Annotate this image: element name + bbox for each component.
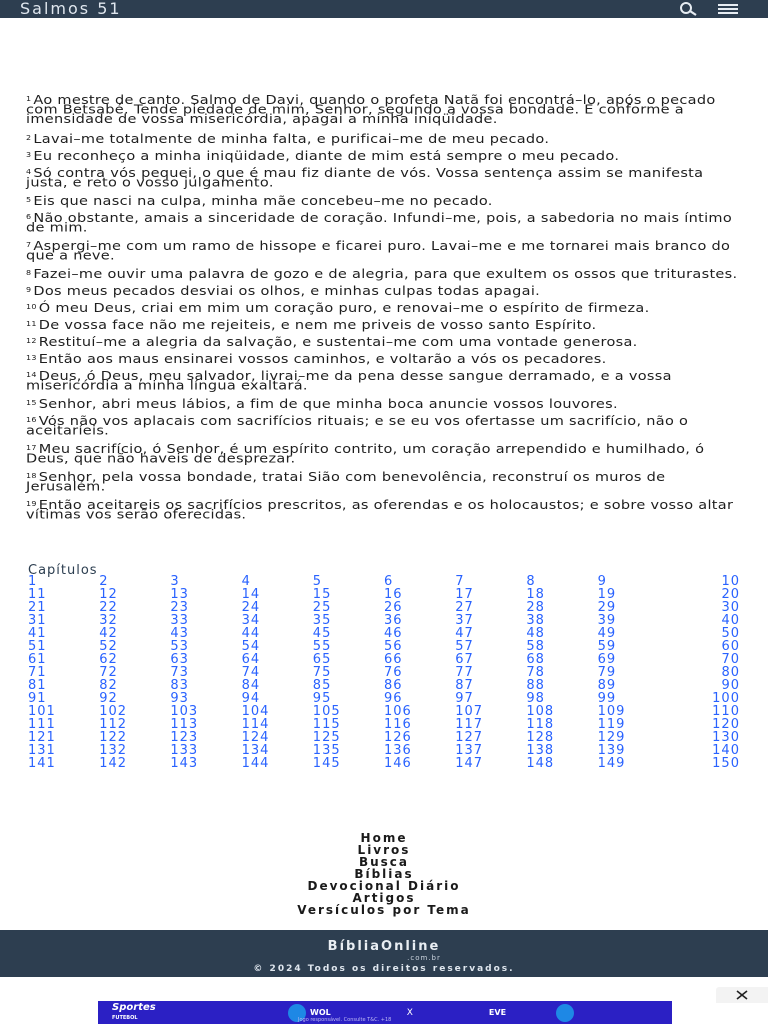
footer-copyright: © 2024 Todos os direitos reservados.	[253, 964, 515, 974]
chapter-link-3[interactable]: 3	[170, 574, 180, 589]
chapter-link-18[interactable]: 18	[526, 587, 545, 602]
chapter-link-37[interactable]: 37	[455, 613, 474, 628]
chapter-link-67[interactable]: 67	[455, 652, 474, 667]
verse	[26, 285, 742, 297]
chapter-link-91[interactable]: 91	[28, 691, 47, 706]
chapter-link-118[interactable]: 118	[526, 717, 555, 732]
chapter-link-52[interactable]: 52	[99, 639, 118, 654]
footer-link-bíblias[interactable]: Bíblias	[354, 867, 414, 881]
verse-text: Vós não vos aplacais com sacrifícios rituais; e se eu vos ofertasse um sacrifício, não o aceitaríeis.	[26, 415, 689, 438]
chapter-link-101[interactable]: 101	[28, 704, 56, 719]
chapter-link-74[interactable]: 74	[241, 665, 261, 680]
chapter-link-104[interactable]: 104	[241, 704, 270, 719]
ad-vs: X	[406, 1007, 413, 1018]
chapter-link-107[interactable]: 107	[455, 704, 484, 719]
verse	[26, 195, 742, 207]
chapter-link-35[interactable]: 35	[312, 613, 332, 628]
chapter-link-93[interactable]: 93	[170, 691, 189, 706]
chapter-link-113[interactable]: 113	[170, 717, 199, 732]
chapter-link-9[interactable]: 9	[597, 574, 607, 589]
chapter-link-57[interactable]: 57	[455, 639, 474, 654]
chapter-link-108[interactable]: 108	[526, 704, 555, 719]
chapter-link-45[interactable]: 45	[312, 626, 332, 641]
verse-text: Fazei–me ouvir uma palavra de gozo e de alegria, para que exultem os ossos que triturastes.	[33, 268, 738, 282]
verse	[26, 302, 742, 314]
chapter-link-150[interactable]: 150	[712, 756, 740, 771]
chapter-link-97[interactable]: 97	[455, 691, 474, 706]
chapter-link-54[interactable]: 54	[241, 639, 261, 654]
verse-text: Restituí–me a alegria da salvação, e sustentai–me com uma vontade generosa.	[38, 336, 638, 350]
verse	[26, 319, 742, 331]
verse-text: De vossa face não me rejeiteis, e nem me priveis de vosso santo Espírito.	[38, 319, 597, 333]
verse-text: Aspergi–me com um ramo de hissope e ficarei puro. Lavai–me e me tornarei mais branco do que a neve.	[26, 240, 731, 263]
chapter-link-61[interactable]: 61	[28, 652, 47, 667]
chapter-link-75[interactable]: 75	[312, 665, 332, 680]
verse-text: Só contra vós pequei, o que é mau fiz diante de vós. Vossa sentença assim se manifesta justa, e reto o vosso julgamento.	[26, 167, 704, 190]
chapter-link-110[interactable]: 110	[712, 704, 740, 719]
chapter-link-42[interactable]: 42	[99, 626, 118, 641]
verse-text: Não obstante, amais a sinceridade de coração. Infundi–me, pois, a sabedoria no mais íntimo de mim.	[26, 212, 732, 235]
chapter-link-135[interactable]: 135	[312, 743, 341, 758]
chapter-link-144[interactable]: 144	[241, 756, 270, 771]
chapter-link-49[interactable]: 49	[597, 626, 617, 641]
footer-link-home[interactable]: Home	[360, 831, 408, 845]
chapters-label: Capítulos	[28, 563, 98, 578]
chapter-link-116[interactable]: 116	[383, 717, 412, 732]
chapter-link-22[interactable]: 22	[99, 600, 118, 615]
chapter-link-98[interactable]: 98	[526, 691, 545, 706]
chapter-link-59[interactable]: 59	[597, 639, 617, 654]
chapter-link-68[interactable]: 68	[526, 652, 545, 667]
chapter-link-1[interactable]: 1	[28, 574, 38, 589]
chapter-link-53[interactable]: 53	[170, 639, 189, 654]
ad-team-2: EVE	[488, 1008, 507, 1017]
chapter-link-129[interactable]: 129	[597, 730, 626, 745]
chapter-link-80[interactable]: 80	[721, 665, 740, 680]
chapter-link-92[interactable]: 92	[99, 691, 118, 706]
chapter-link-147[interactable]: 147	[455, 756, 484, 771]
chapter-link-64[interactable]: 64	[241, 652, 261, 667]
chapter-link-105[interactable]: 105	[312, 704, 341, 719]
verse-number: 1	[26, 94, 32, 103]
verse-number: 2	[26, 133, 32, 142]
chapter-link-114[interactable]: 114	[241, 717, 270, 732]
verse	[26, 443, 742, 464]
site-footer	[0, 930, 768, 977]
verse	[26, 415, 742, 436]
chapter-link-11[interactable]: 11	[28, 587, 47, 602]
verse-number: 6	[26, 212, 32, 221]
chapter-link-28[interactable]: 28	[526, 600, 545, 615]
chapter-link-137[interactable]: 137	[455, 743, 484, 758]
chapter-link-62[interactable]: 62	[99, 652, 118, 667]
chapter-link-24[interactable]: 24	[241, 600, 261, 615]
chapter-link-5[interactable]: 5	[312, 574, 323, 589]
footer-link-versículos-por-tema[interactable]: Versículos por Tema	[297, 903, 471, 917]
verse-number: 16	[26, 415, 37, 424]
chapter-link-66[interactable]: 66	[383, 652, 403, 667]
chapter-link-125[interactable]: 125	[312, 730, 341, 745]
verse-text: Deus, ó Deus, meu salvador, livrai–me da pena desse sangue derramado, e a vossa misericórdia a minha língua exaltará.	[26, 370, 672, 393]
chapter-link-8[interactable]: 8	[526, 574, 536, 589]
chapter-link-69[interactable]: 69	[597, 652, 617, 667]
verse-number: 4	[26, 167, 32, 176]
chapter-link-136[interactable]: 136	[383, 743, 412, 758]
chapter-link-47[interactable]: 47	[455, 626, 474, 641]
verse	[26, 353, 742, 365]
chapter-link-117[interactable]: 117	[455, 717, 484, 732]
chapter-link-139[interactable]: 139	[597, 743, 626, 758]
chapter-link-106[interactable]: 106	[383, 704, 412, 719]
verse-text: Então aceitareis os sacrifícios prescritos, as oferendas e os holocaustos; e sobre vosso altar vítimas vos serão oferecidas.	[26, 499, 734, 522]
chapter-link-26[interactable]: 26	[383, 600, 403, 615]
chapter-link-70[interactable]: 70	[721, 652, 740, 667]
chapter-link-29[interactable]: 29	[597, 600, 617, 615]
chapter-link-126[interactable]: 126	[383, 730, 412, 745]
chapter-link-131[interactable]: 131	[28, 743, 56, 758]
footer-link-busca[interactable]: Busca	[358, 855, 410, 869]
chapter-link-72[interactable]: 72	[99, 665, 118, 680]
chapter-link-141[interactable]: 141	[28, 756, 56, 771]
chapter-link-23[interactable]: 23	[170, 600, 189, 615]
chapter-link-90[interactable]: 90	[721, 678, 740, 693]
verse-text: Então aos maus ensinarei vossos caminhos, e voltarão a vós os pecadores.	[38, 353, 607, 367]
chapter-link-89[interactable]: 89	[597, 678, 617, 693]
verse	[26, 398, 742, 410]
chapter-link-83[interactable]: 83	[170, 678, 189, 693]
search-button[interactable]	[668, 0, 708, 18]
chapter-link-122[interactable]: 122	[99, 730, 128, 745]
chapter-link-79[interactable]: 79	[597, 665, 617, 680]
chapter-link-13[interactable]: 13	[170, 587, 189, 602]
ad-logo-text: Sportes	[112, 1001, 156, 1013]
chapter-link-4[interactable]: 4	[241, 574, 251, 589]
chapter-link-128[interactable]: 128	[526, 730, 555, 745]
verse-number: 5	[26, 195, 32, 204]
chapter-link-20[interactable]: 20	[721, 587, 740, 602]
verse-text: Ao mestre de canto. Salmo de Davi, quando o profeta Natã foi encontrá–lo, após o pecado com Betsabé. Tende piedade de mim, Senhor, segundo a vossa bondade. E conforme a imensidade de vossa misericórdia, apagai a minha iniqüidade.	[26, 94, 716, 127]
ad-logo-subtext: FUTEBOL	[112, 1014, 138, 1021]
verse	[26, 336, 742, 348]
hamburger-menu-icon	[717, 3, 739, 15]
chapter-link-127[interactable]: 127	[455, 730, 484, 745]
chapter-link-124[interactable]: 124	[241, 730, 270, 745]
verse-number: 10	[26, 302, 37, 311]
verse	[26, 94, 742, 125]
chapter-link-112[interactable]: 112	[99, 717, 128, 732]
chapter-link-95[interactable]: 95	[312, 691, 332, 706]
verse	[26, 240, 742, 261]
verse-number: 9	[26, 285, 32, 294]
chapter-link-82[interactable]: 82	[99, 678, 118, 693]
verse	[26, 370, 742, 391]
chapter-link-120[interactable]: 120	[712, 717, 740, 732]
chapter-link-44[interactable]: 44	[241, 626, 261, 641]
verse-number: 7	[26, 240, 32, 249]
chapter-link-115[interactable]: 115	[312, 717, 341, 732]
chapter-link-41[interactable]: 41	[28, 626, 47, 641]
ad-banner[interactable]	[98, 1001, 672, 1024]
chapter-link-94[interactable]: 94	[241, 691, 261, 706]
chapter-link-12[interactable]: 12	[99, 587, 118, 602]
team-badge-icon	[556, 1004, 574, 1022]
menu-button[interactable]	[708, 0, 748, 18]
chapter-link-25[interactable]: 25	[312, 600, 332, 615]
chapter-link-14[interactable]: 14	[241, 587, 261, 602]
chapter-link-17[interactable]: 17	[455, 587, 474, 602]
footer-link-artigos[interactable]: Artigos	[352, 891, 416, 905]
chapter-link-86[interactable]: 86	[383, 678, 403, 693]
page-title: Salmos 51	[20, 0, 122, 18]
verse-text: Eu reconheço a minha iniqüidade, diante de mim está sempre o meu pecado.	[33, 150, 620, 164]
search-icon	[677, 2, 699, 16]
chapter-link-31[interactable]: 31	[28, 613, 47, 628]
verse-number: 13	[26, 353, 37, 362]
footer-brand[interactable]: BíbliaOnline	[327, 939, 441, 954]
verse	[26, 268, 742, 280]
verse-text: Senhor, pela vossa bondade, tratai Sião com benevolência, reconstruí os muros de Jerusalém.	[26, 471, 666, 494]
verse	[26, 471, 742, 492]
chapter-link-138[interactable]: 138	[526, 743, 555, 758]
verse-number: 17	[26, 443, 37, 452]
chapter-link-146[interactable]: 146	[383, 756, 412, 771]
chapter-link-100[interactable]: 100	[712, 691, 740, 706]
verse	[26, 150, 742, 162]
chapter-link-34[interactable]: 34	[241, 613, 261, 628]
chapter-link-2[interactable]: 2	[99, 574, 109, 589]
chapter-link-111[interactable]: 111	[28, 717, 56, 732]
footer-nav	[0, 832, 768, 916]
chapter-link-55[interactable]: 55	[312, 639, 332, 654]
chapter-link-65[interactable]: 65	[312, 652, 332, 667]
ad-team-1: WOL	[310, 1008, 331, 1017]
footer-link-livros[interactable]: Livros	[357, 843, 411, 857]
chapter-link-76[interactable]: 76	[383, 665, 403, 680]
chapter-link-40[interactable]: 40	[721, 613, 740, 628]
close-icon	[732, 990, 752, 1000]
chapter-link-130[interactable]: 130	[712, 730, 740, 745]
chapter-link-143[interactable]: 143	[170, 756, 199, 771]
chapter-link-88[interactable]: 88	[526, 678, 545, 693]
chapter-link-30[interactable]: 30	[721, 600, 740, 615]
chapter-link-63[interactable]: 63	[170, 652, 189, 667]
chapter-link-33[interactable]: 33	[170, 613, 189, 628]
chapter-link-77[interactable]: 77	[455, 665, 474, 680]
chapter-link-60[interactable]: 60	[721, 639, 740, 654]
verse-text: Lavai–me totalmente de minha falta, e purificai–me de meu pecado.	[33, 133, 550, 147]
verse-number: 12	[26, 336, 37, 345]
chapter-link-36[interactable]: 36	[383, 613, 403, 628]
verse-text: Ó meu Deus, criai em mim um coração puro, e renovai–me o espírito de firmeza.	[38, 302, 650, 316]
chapter-link-103[interactable]: 103	[170, 704, 199, 719]
verse-text: Meu sacrifício, ó Senhor, é um espírito contrito, um coração arrependido e humilhado, ó Deus, que não haveis de desprezar.	[26, 443, 705, 466]
verse-number: 11	[26, 319, 37, 328]
footer-link-devocional-diário[interactable]: Devocional Diário	[307, 879, 461, 893]
verse-list	[26, 94, 742, 527]
chapter-link-78[interactable]: 78	[526, 665, 545, 680]
chapter-link-148[interactable]: 148	[526, 756, 555, 771]
chapter-link-119[interactable]: 119	[597, 717, 626, 732]
verse-number: 15	[26, 398, 37, 407]
verse-number: 19	[26, 499, 37, 508]
verse	[26, 499, 742, 520]
chapter-link-87[interactable]: 87	[455, 678, 474, 693]
verse	[26, 133, 742, 145]
chapter-grid	[28, 575, 740, 770]
chapter-link-132[interactable]: 132	[99, 743, 128, 758]
chapter-link-102[interactable]: 102	[99, 704, 128, 719]
chapter-link-19[interactable]: 19	[597, 587, 617, 602]
chapter-link-43[interactable]: 43	[170, 626, 189, 641]
footer-domain: .com.br	[407, 954, 441, 962]
chapter-link-38[interactable]: 38	[526, 613, 545, 628]
chapter-link-6[interactable]: 6	[383, 574, 394, 589]
chapter-link-84[interactable]: 84	[241, 678, 261, 693]
chapter-link-121[interactable]: 121	[28, 730, 56, 745]
chapter-link-10[interactable]: 10	[721, 574, 740, 589]
chapter-link-48[interactable]: 48	[526, 626, 545, 641]
chapter-link-123[interactable]: 123	[170, 730, 199, 745]
chapter-link-71[interactable]: 71	[28, 665, 47, 680]
chapter-link-58[interactable]: 58	[526, 639, 545, 654]
verse-text: Senhor, abri meus lábios, a fim de que minha boca anuncie vossos louvores.	[38, 398, 618, 412]
chapter-link-32[interactable]: 32	[99, 613, 118, 628]
chapter-link-15[interactable]: 15	[312, 587, 332, 602]
chapter-link-56[interactable]: 56	[383, 639, 403, 654]
chapter-link-96[interactable]: 96	[383, 691, 403, 706]
chapter-link-16[interactable]: 16	[383, 587, 403, 602]
chapter-link-134[interactable]: 134	[241, 743, 270, 758]
verse	[26, 212, 742, 233]
ad-close-button[interactable]	[716, 987, 768, 1003]
chapter-link-142[interactable]: 142	[99, 756, 128, 771]
chapter-link-73[interactable]: 73	[170, 665, 189, 680]
chapter-link-99[interactable]: 99	[597, 691, 617, 706]
chapter-link-133[interactable]: 133	[170, 743, 199, 758]
chapter-link-46[interactable]: 46	[383, 626, 403, 641]
verse-number: 14	[26, 370, 37, 379]
ad-disclaimer: Jogo responsável. Consulte T&C. +18	[298, 1017, 392, 1023]
top-bar	[0, 0, 768, 18]
chapter-link-81[interactable]: 81	[28, 678, 47, 693]
chapter-link-27[interactable]: 27	[455, 600, 474, 615]
verse-number: 18	[26, 471, 37, 480]
ad-logo	[98, 1003, 218, 1023]
verse-number: 3	[26, 150, 32, 159]
chapter-link-85[interactable]: 85	[312, 678, 332, 693]
chapter-link-21[interactable]: 21	[28, 600, 47, 615]
chapter-link-109[interactable]: 109	[597, 704, 626, 719]
chapter-link-50[interactable]: 50	[721, 626, 740, 641]
chapter-link-7[interactable]: 7	[455, 574, 465, 589]
chapter-link-51[interactable]: 51	[28, 639, 47, 654]
chapter-link-145[interactable]: 145	[312, 756, 341, 771]
verse	[26, 167, 742, 188]
chapter-link-39[interactable]: 39	[597, 613, 617, 628]
verse-number: 8	[26, 268, 32, 277]
chapter-link-149[interactable]: 149	[597, 756, 626, 771]
verse-text: Dos meus pecados desviai os olhos, e minhas culpas todas apagai.	[33, 285, 541, 299]
chapter-link-140[interactable]: 140	[712, 743, 740, 758]
verse-text: Eis que nasci na culpa, minha mãe concebeu–me no pecado.	[33, 195, 493, 209]
